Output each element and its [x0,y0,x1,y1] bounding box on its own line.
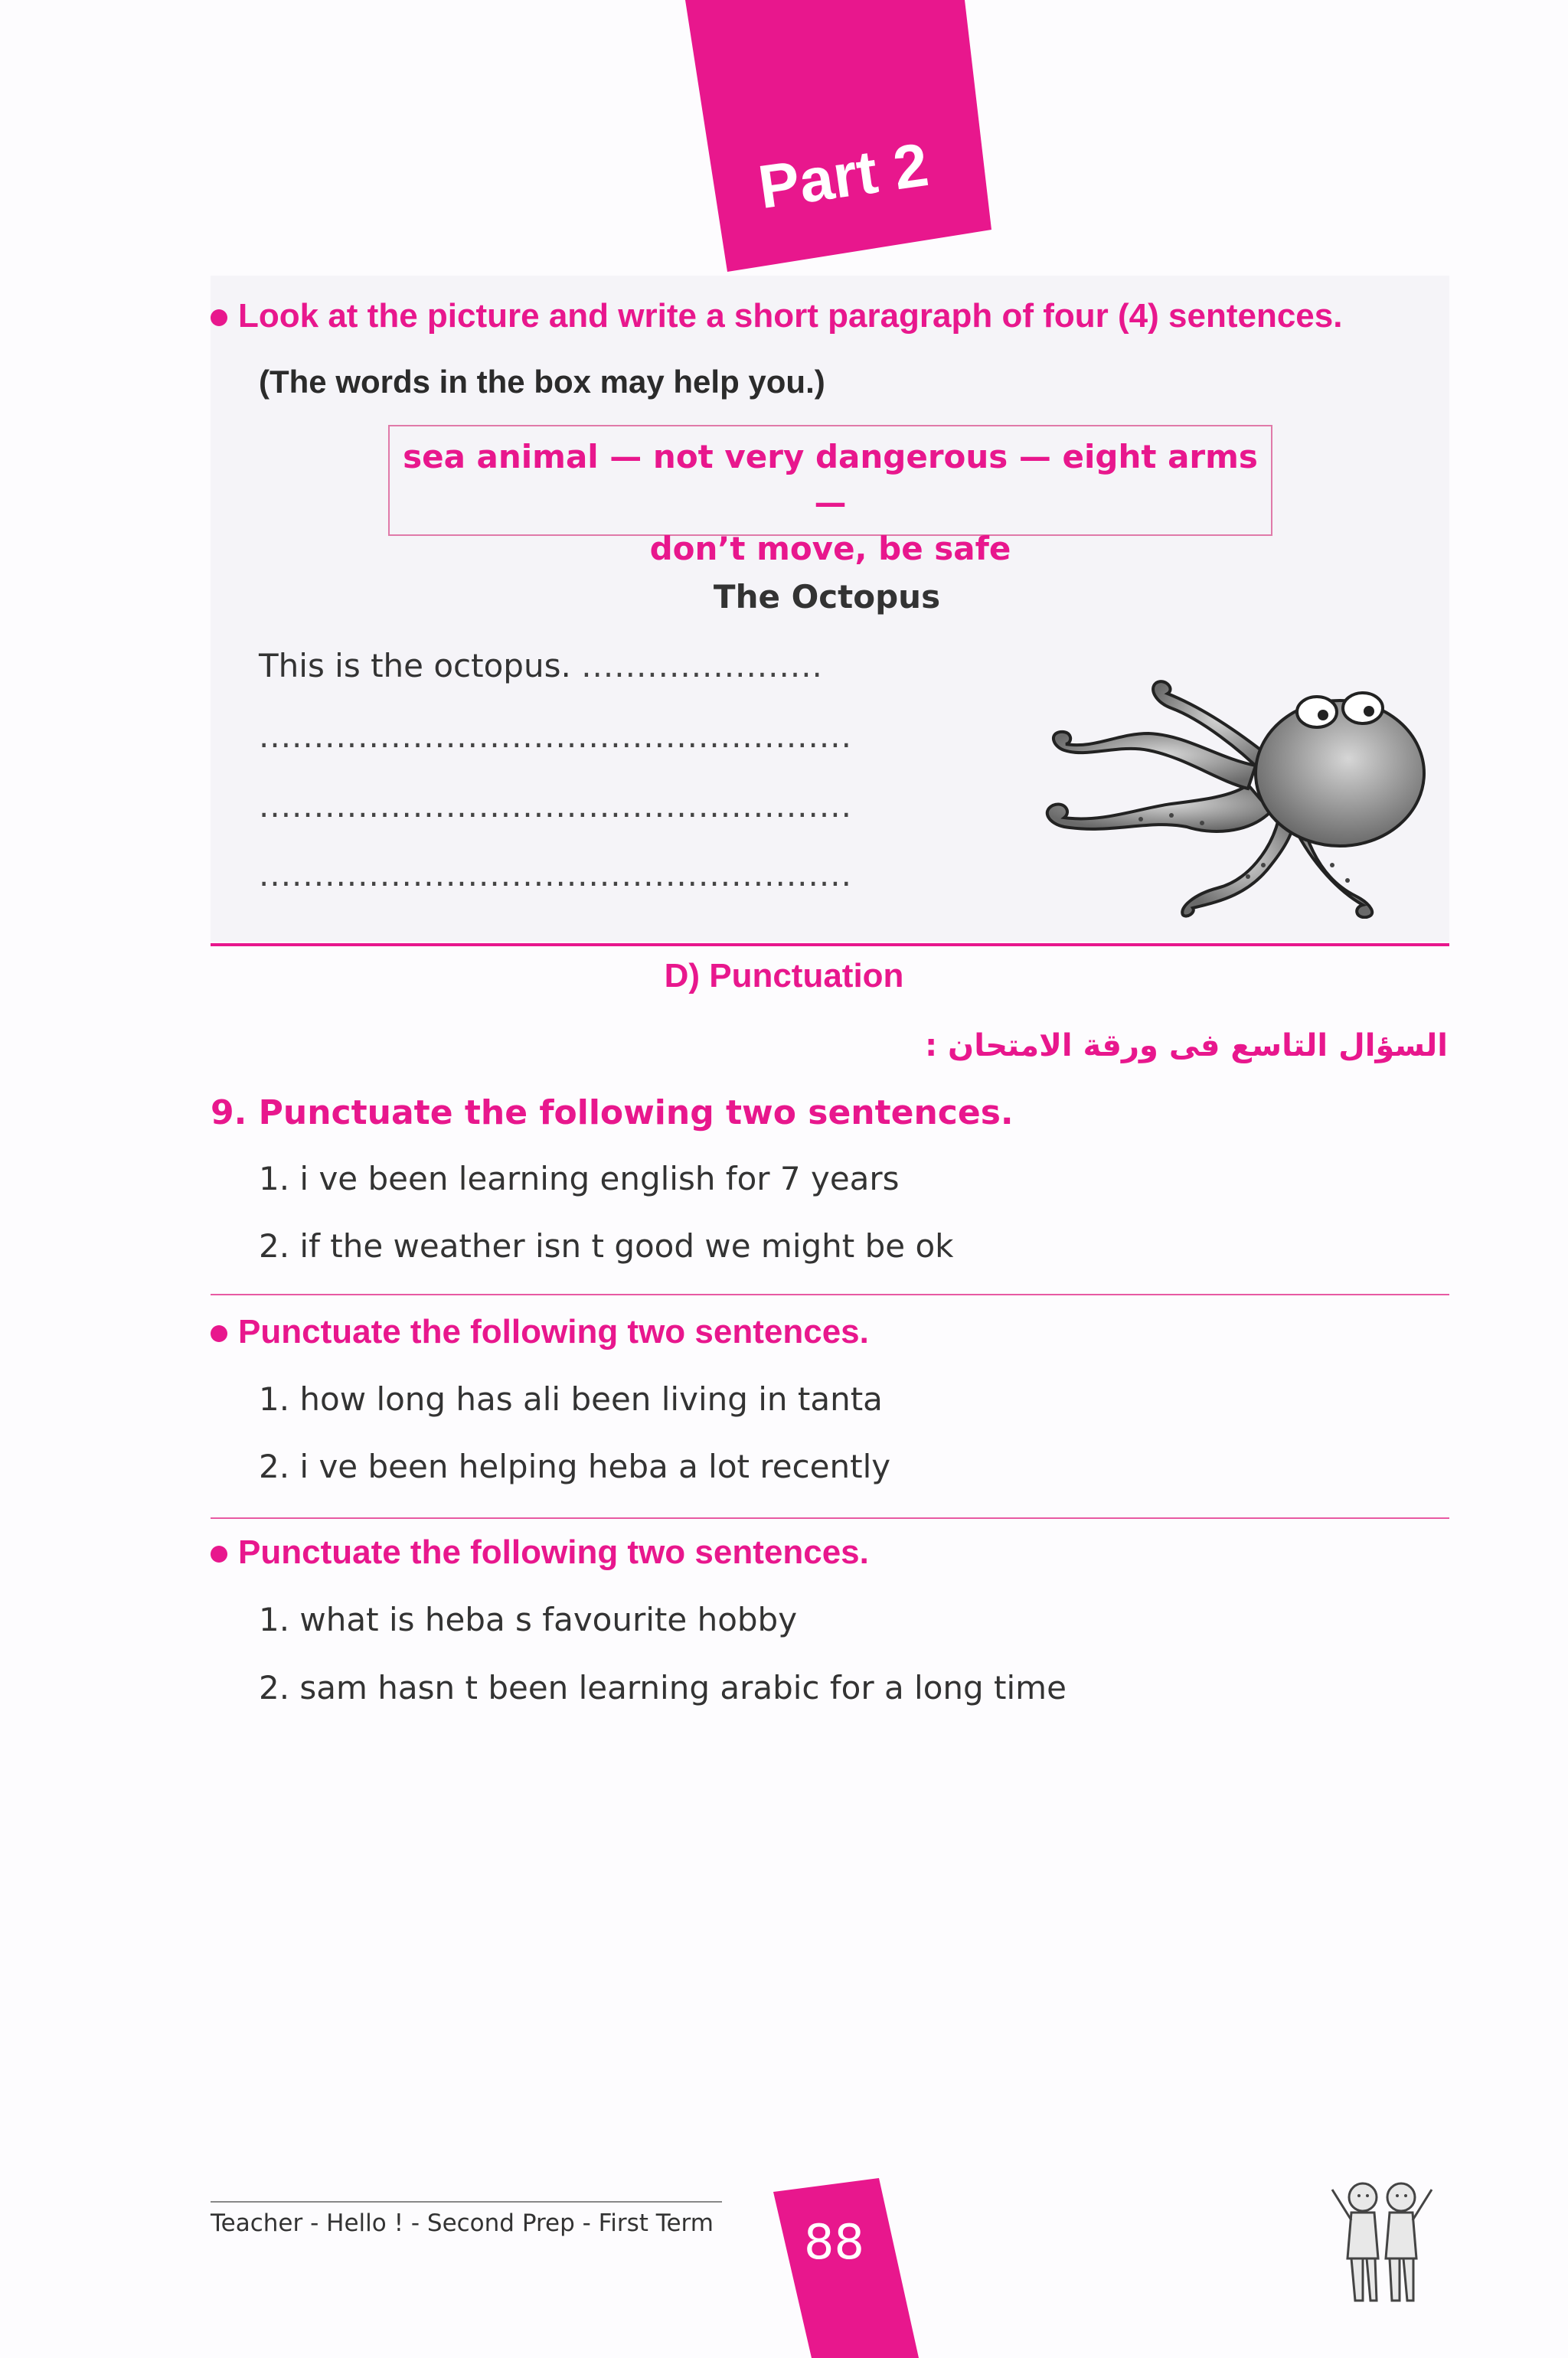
bullet-icon [211,1325,227,1342]
part-title: Part 2 [754,130,933,222]
banner-shape [685,0,991,272]
page-number: 88 [804,2214,864,2270]
writing-line-2: ...................................................... [259,717,852,755]
bullet-icon [211,1546,227,1563]
divider [211,1517,1449,1519]
writing-instruction: Look at the picture and write a short paragraph of four (4) sentences. [211,297,1342,335]
footer-text: Teacher - Hello ! - Second Prep - First Term [211,2209,714,2237]
exercise-2-item: 1. how long has ali been living in tanta [259,1380,883,1418]
writing-line-4: ...................................................... [259,856,852,893]
word-box [388,425,1272,567]
bullet-icon [211,309,227,326]
paragraph-title: The Octopus [713,578,941,616]
part-banner [685,0,991,272]
section-d-label: D) Punctuation [664,957,904,994]
section-d-title [0,957,1568,995]
arabic-note: السؤال التاسع فى ورقة الامتحان : [925,1028,1448,1063]
question-9-item: 1. i ve been learning english for 7 years [259,1160,900,1197]
paragraph-start: This is the octopus. [259,647,571,684]
writing-hint: (The words in the box may help you.) [259,364,825,400]
exercise-2-title: Punctuate the following two sentences. [211,1313,869,1351]
writing-line-3: ...................................................... [259,787,852,825]
divider [211,1294,1449,1295]
exercise-2-item: 2. i ve been helping heba a lot recently [259,1448,891,1485]
word-box-line: don’t move, be safe [649,530,1011,567]
writing-line-1 [259,647,823,684]
exercise-3-item: 2. sam hasn t been learning arabic for a long time [259,1669,1067,1706]
footer-rule [211,2201,722,2203]
kids-mascot-icon [1325,2174,1439,2312]
question-9-title: 9. Punctuate the following two sentences. [211,1093,1014,1132]
word-box-line: sea animal — not very dangerous — eight arms — [403,438,1258,521]
question-9-item: 2. if the weather isn t good we might be ok [259,1227,954,1265]
exercise-3-title: Punctuate the following two sentences. [211,1533,869,1572]
section-divider [211,943,1449,946]
octopus-illustration [1018,635,1447,919]
exercise-3-item: 1. what is heba s favourite hobby [259,1601,798,1638]
answer-dots: ...................... [581,647,823,684]
